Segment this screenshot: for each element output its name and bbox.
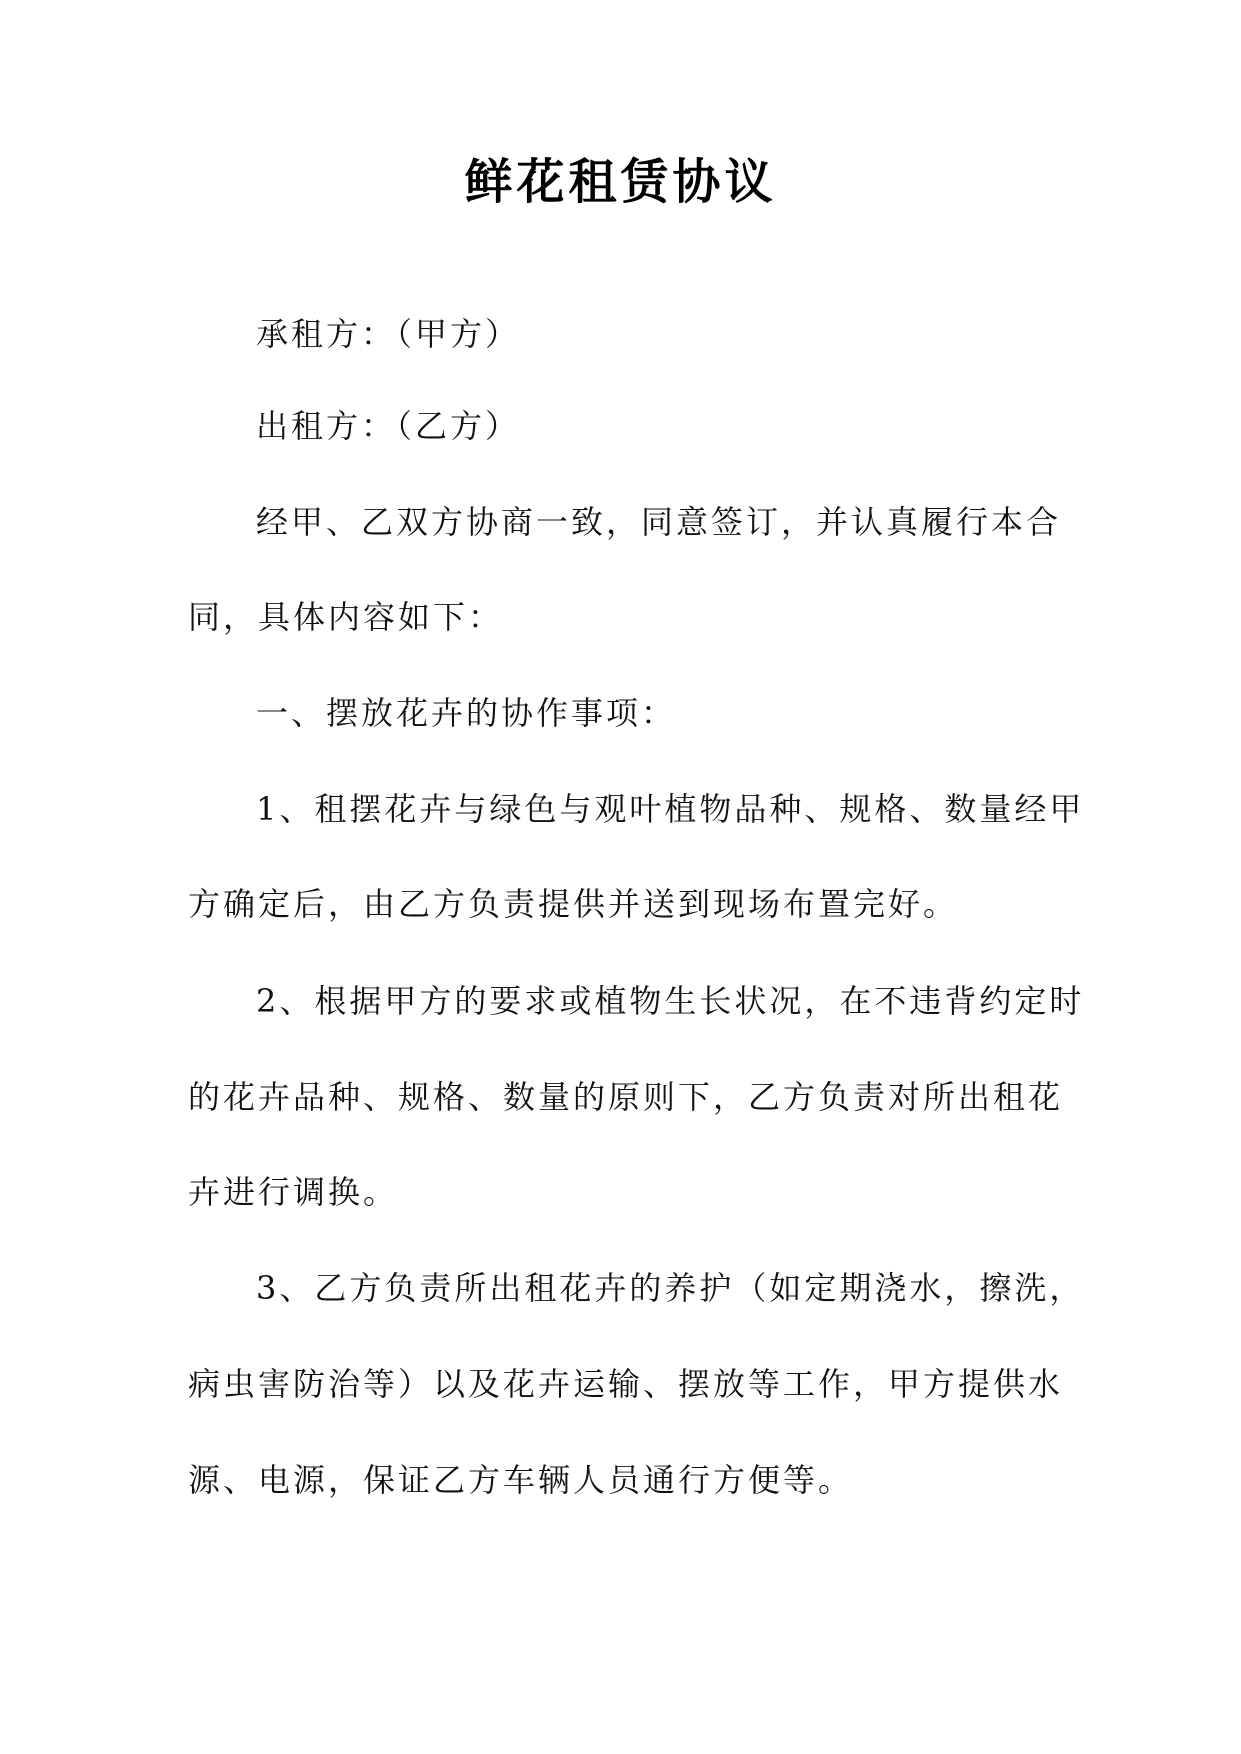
party-lessee-line: 承租方：（甲方） [256, 315, 521, 353]
party-lessor-line: 出租方：（乙方） [256, 407, 521, 445]
clause-1-line-2: 方确定后，由乙方负责提供并送到现场布置完好。 [188, 885, 959, 923]
preamble-line-2: 同，具体内容如下： [188, 598, 504, 636]
preamble-line-1: 经甲、乙双方协商一致，同意签订，并认真履行本合 [256, 503, 1062, 541]
clause-3-line-2: 病虫害防治等）以及花卉运输、摆放等工作，甲方提供水 [188, 1365, 1064, 1403]
clause-2-line-1: 2、根据甲方的要求或植物生长状况，在不违背约定时 [256, 982, 1085, 1020]
clause-1-line-1: 1、租摆花卉与绿色与观叶植物品种、规格、数量经甲 [256, 790, 1085, 828]
clause-2-line-3: 卉进行调换。 [188, 1173, 399, 1211]
clause-2-line-2: 的花卉品种、规格、数量的原则下，乙方负责对所出租花 [188, 1078, 1064, 1116]
clause-3-line-1: 3、乙方负责所出租花卉的养护（如定期浇水，擦洗， [256, 1269, 1085, 1307]
document-title: 鲜花租赁协议 [464, 154, 777, 210]
section-heading-1: 一、摆放花卉的协作事项： [256, 694, 677, 732]
clause-3-line-3: 源、电源，保证乙方车辆人员通行方便等。 [188, 1461, 854, 1499]
